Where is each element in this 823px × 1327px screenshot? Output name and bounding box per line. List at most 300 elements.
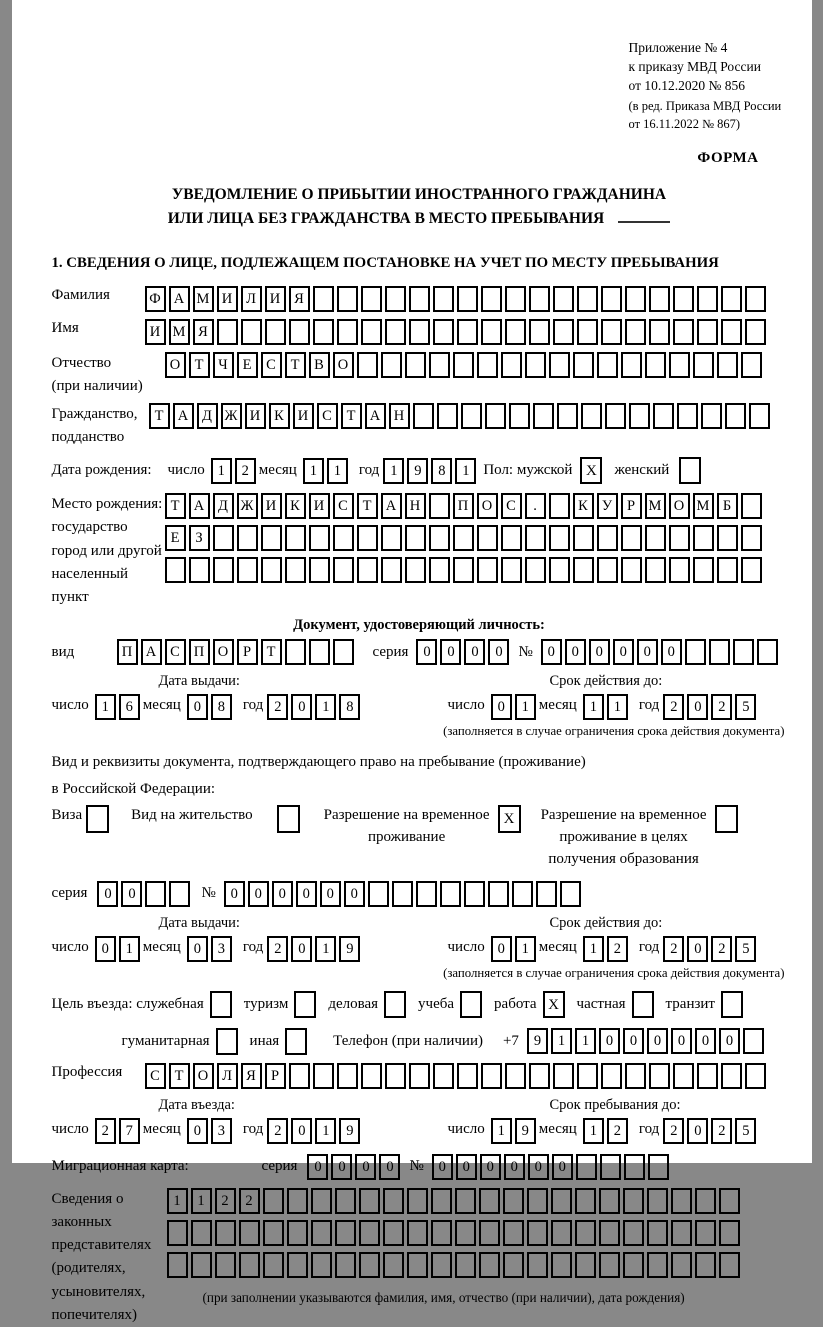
char-box[interactable]: Т	[189, 352, 210, 378]
char-box[interactable]	[719, 1252, 740, 1278]
char-box[interactable]	[549, 557, 570, 583]
char-box[interactable]	[285, 557, 306, 583]
char-box[interactable]	[440, 881, 461, 907]
char-box[interactable]	[695, 1220, 716, 1246]
char-box[interactable]	[503, 1188, 524, 1214]
char-box[interactable]: 1	[515, 936, 536, 962]
char-box[interactable]: 0	[541, 639, 562, 665]
citizenship-input[interactable]	[149, 403, 773, 429]
char-box[interactable]	[405, 525, 426, 551]
char-box[interactable]	[383, 1188, 404, 1214]
char-box[interactable]	[359, 1252, 380, 1278]
char-box[interactable]: 0	[464, 639, 485, 665]
char-box[interactable]	[479, 1252, 500, 1278]
stay-valid-month[interactable]	[583, 936, 631, 962]
char-box[interactable]	[361, 1063, 382, 1089]
char-box[interactable]	[337, 319, 358, 345]
char-box[interactable]: 0	[187, 694, 208, 720]
char-box[interactable]: 5	[735, 936, 756, 962]
char-box[interactable]	[671, 1220, 692, 1246]
entry-year[interactable]	[267, 1118, 363, 1144]
char-box[interactable]: С	[333, 493, 354, 519]
char-box[interactable]	[527, 1252, 548, 1278]
char-box[interactable]: 2	[95, 1118, 116, 1144]
char-box[interactable]	[488, 881, 509, 907]
stay-doc-seria-input[interactable]	[97, 881, 193, 907]
char-box[interactable]: О	[333, 352, 354, 378]
char-box[interactable]: Т	[341, 403, 362, 429]
char-box[interactable]: 2	[663, 1118, 684, 1144]
char-box[interactable]	[536, 881, 557, 907]
char-box[interactable]	[215, 1220, 236, 1246]
char-box[interactable]: А	[173, 403, 194, 429]
char-box[interactable]: 3	[211, 1118, 232, 1144]
char-box[interactable]	[501, 557, 522, 583]
char-box[interactable]	[239, 1220, 260, 1246]
char-box[interactable]	[551, 1220, 572, 1246]
char-box[interactable]	[479, 1220, 500, 1246]
char-box[interactable]	[313, 286, 334, 312]
char-box[interactable]: 1	[315, 1118, 336, 1144]
char-box[interactable]	[673, 286, 694, 312]
char-box[interactable]	[745, 286, 766, 312]
char-box[interactable]	[357, 557, 378, 583]
identity-issue-month[interactable]	[187, 694, 235, 720]
char-box[interactable]	[575, 1220, 596, 1246]
char-box[interactable]	[629, 403, 650, 429]
char-box[interactable]	[621, 352, 642, 378]
char-box[interactable]	[407, 1220, 428, 1246]
char-box[interactable]: 0	[488, 639, 509, 665]
char-box[interactable]	[525, 557, 546, 583]
char-box[interactable]	[560, 881, 581, 907]
char-box[interactable]	[673, 1063, 694, 1089]
char-box[interactable]	[625, 1063, 646, 1089]
purpose-work-checkbox[interactable]: X	[543, 991, 565, 1018]
char-box[interactable]	[309, 557, 330, 583]
char-box[interactable]	[601, 1063, 622, 1089]
char-box[interactable]: 2	[607, 936, 628, 962]
name-input[interactable]	[145, 319, 769, 345]
purpose-humanitarian-checkbox[interactable]	[216, 1028, 238, 1055]
char-box[interactable]: И	[145, 319, 166, 345]
stay-until-year[interactable]	[663, 1118, 759, 1144]
char-box[interactable]	[695, 1188, 716, 1214]
char-box[interactable]	[599, 1188, 620, 1214]
char-box[interactable]	[263, 1220, 284, 1246]
char-box[interactable]	[621, 557, 642, 583]
char-box[interactable]	[669, 557, 690, 583]
char-box[interactable]: 0	[491, 936, 512, 962]
char-box[interactable]	[529, 286, 550, 312]
identity-valid-day[interactable]	[491, 694, 539, 720]
char-box[interactable]	[261, 557, 282, 583]
char-box[interactable]	[381, 352, 402, 378]
birthplace-row1-input[interactable]	[165, 493, 765, 519]
char-box[interactable]: 0	[416, 639, 437, 665]
char-box[interactable]	[741, 352, 762, 378]
char-box[interactable]: Т	[149, 403, 170, 429]
char-box[interactable]	[213, 557, 234, 583]
char-box[interactable]	[625, 319, 646, 345]
char-box[interactable]: К	[269, 403, 290, 429]
char-box[interactable]	[575, 1252, 596, 1278]
char-box[interactable]	[757, 639, 778, 665]
char-box[interactable]	[477, 525, 498, 551]
char-box[interactable]	[549, 352, 570, 378]
char-box[interactable]	[335, 1220, 356, 1246]
char-box[interactable]	[433, 286, 454, 312]
char-box[interactable]: 1	[211, 458, 232, 484]
char-box[interactable]: Е	[165, 525, 186, 551]
char-box[interactable]	[237, 525, 258, 551]
char-box[interactable]	[217, 319, 238, 345]
char-box[interactable]	[553, 286, 574, 312]
char-box[interactable]: 0	[480, 1154, 501, 1180]
char-box[interactable]: 0	[307, 1154, 328, 1180]
char-box[interactable]: Д	[213, 493, 234, 519]
char-box[interactable]	[575, 1188, 596, 1214]
char-box[interactable]	[597, 525, 618, 551]
char-box[interactable]: 1	[191, 1188, 212, 1214]
char-box[interactable]: 1	[583, 1118, 604, 1144]
char-box[interactable]	[213, 525, 234, 551]
char-box[interactable]	[553, 319, 574, 345]
char-box[interactable]: 0	[565, 639, 586, 665]
char-box[interactable]	[429, 352, 450, 378]
char-box[interactable]	[481, 286, 502, 312]
char-box[interactable]	[647, 1220, 668, 1246]
identity-valid-year[interactable]	[663, 694, 759, 720]
char-box[interactable]: 1	[515, 694, 536, 720]
char-box[interactable]: 2	[711, 694, 732, 720]
char-box[interactable]: К	[285, 493, 306, 519]
char-box[interactable]	[745, 319, 766, 345]
char-box[interactable]: П	[189, 639, 210, 665]
char-box[interactable]	[431, 1188, 452, 1214]
char-box[interactable]	[695, 1252, 716, 1278]
phone-input[interactable]	[527, 1028, 767, 1054]
char-box[interactable]: Ч	[213, 352, 234, 378]
char-box[interactable]	[455, 1252, 476, 1278]
char-box[interactable]	[625, 286, 646, 312]
char-box[interactable]	[461, 403, 482, 429]
char-box[interactable]: М	[169, 319, 190, 345]
char-box[interactable]: 2	[607, 1118, 628, 1144]
char-box[interactable]	[533, 403, 554, 429]
char-box[interactable]	[437, 403, 458, 429]
stay-issue-month[interactable]	[187, 936, 235, 962]
char-box[interactable]: 0	[320, 881, 341, 907]
char-box[interactable]: 0	[671, 1028, 692, 1054]
sex-male-checkbox[interactable]: X	[580, 457, 602, 484]
char-box[interactable]	[333, 639, 354, 665]
surname-input[interactable]	[145, 286, 769, 312]
char-box[interactable]	[479, 1188, 500, 1214]
char-box[interactable]	[455, 1188, 476, 1214]
char-box[interactable]	[605, 403, 626, 429]
char-box[interactable]: 9	[515, 1118, 536, 1144]
char-box[interactable]: 2	[711, 936, 732, 962]
char-box[interactable]	[573, 525, 594, 551]
char-box[interactable]	[433, 1063, 454, 1089]
char-box[interactable]	[359, 1220, 380, 1246]
rvp-education-checkbox[interactable]	[715, 805, 738, 833]
char-box[interactable]	[745, 1063, 766, 1089]
char-box[interactable]	[359, 1188, 380, 1214]
char-box[interactable]	[191, 1220, 212, 1246]
char-box[interactable]: Л	[241, 286, 262, 312]
char-box[interactable]	[721, 286, 742, 312]
char-box[interactable]	[577, 1063, 598, 1089]
char-box[interactable]: М	[193, 286, 214, 312]
char-box[interactable]	[645, 525, 666, 551]
char-box[interactable]	[577, 319, 598, 345]
char-box[interactable]: И	[293, 403, 314, 429]
char-box[interactable]	[265, 319, 286, 345]
char-box[interactable]: 0	[379, 1154, 400, 1180]
char-box[interactable]: 3	[211, 936, 232, 962]
char-box[interactable]: Т	[285, 352, 306, 378]
char-box[interactable]	[527, 1220, 548, 1246]
char-box[interactable]	[431, 1252, 452, 1278]
char-box[interactable]	[623, 1252, 644, 1278]
char-box[interactable]: 9	[527, 1028, 548, 1054]
char-box[interactable]: 0	[719, 1028, 740, 1054]
birth-year-input[interactable]	[383, 458, 479, 484]
residence-permit-checkbox[interactable]	[277, 805, 300, 833]
char-box[interactable]	[549, 493, 570, 519]
char-box[interactable]: 2	[215, 1188, 236, 1214]
char-box[interactable]	[289, 1063, 310, 1089]
char-box[interactable]: 0	[687, 936, 708, 962]
char-box[interactable]	[697, 319, 718, 345]
char-box[interactable]	[505, 1063, 526, 1089]
char-box[interactable]: 0	[623, 1028, 644, 1054]
char-box[interactable]: И	[261, 493, 282, 519]
char-box[interactable]: О	[193, 1063, 214, 1089]
char-box[interactable]	[215, 1252, 236, 1278]
char-box[interactable]: Н	[405, 493, 426, 519]
char-box[interactable]	[701, 403, 722, 429]
identity-valid-month[interactable]	[583, 694, 631, 720]
char-box[interactable]: 0	[647, 1028, 668, 1054]
char-box[interactable]	[416, 881, 437, 907]
char-box[interactable]	[648, 1154, 669, 1180]
char-box[interactable]: 1	[119, 936, 140, 962]
char-box[interactable]: А	[381, 493, 402, 519]
char-box[interactable]: 1	[551, 1028, 572, 1054]
char-box[interactable]	[749, 403, 770, 429]
char-box[interactable]	[381, 557, 402, 583]
char-box[interactable]: З	[189, 525, 210, 551]
char-box[interactable]	[645, 557, 666, 583]
char-box[interactable]	[717, 352, 738, 378]
char-box[interactable]	[743, 1028, 764, 1054]
char-box[interactable]	[237, 557, 258, 583]
char-box[interactable]	[167, 1252, 188, 1278]
char-box[interactable]: Я	[289, 286, 310, 312]
char-box[interactable]	[477, 352, 498, 378]
char-box[interactable]: 5	[735, 1118, 756, 1144]
char-box[interactable]: 2	[267, 1118, 288, 1144]
char-box[interactable]	[311, 1220, 332, 1246]
patronymic-input[interactable]	[165, 352, 765, 378]
char-box[interactable]: 0	[695, 1028, 716, 1054]
char-box[interactable]	[693, 352, 714, 378]
char-box[interactable]	[677, 403, 698, 429]
char-box[interactable]: 1	[607, 694, 628, 720]
char-box[interactable]: 1	[95, 694, 116, 720]
char-box[interactable]	[481, 319, 502, 345]
rvp-checkbox[interactable]: X	[498, 805, 521, 833]
char-box[interactable]: Е	[237, 352, 258, 378]
char-box[interactable]: 8	[211, 694, 232, 720]
char-box[interactable]	[289, 319, 310, 345]
char-box[interactable]	[429, 493, 450, 519]
char-box[interactable]	[529, 319, 550, 345]
char-box[interactable]: 2	[235, 458, 256, 484]
char-box[interactable]	[503, 1220, 524, 1246]
char-box[interactable]: 0	[637, 639, 658, 665]
char-box[interactable]: 1	[327, 458, 348, 484]
char-box[interactable]: 0	[687, 694, 708, 720]
birth-day-input[interactable]	[211, 458, 259, 484]
char-box[interactable]	[464, 881, 485, 907]
char-box[interactable]	[649, 286, 670, 312]
char-box[interactable]: 5	[735, 694, 756, 720]
char-box[interactable]: Д	[197, 403, 218, 429]
char-box[interactable]: К	[573, 493, 594, 519]
char-box[interactable]	[697, 286, 718, 312]
char-box[interactable]: 1	[383, 458, 404, 484]
stay-until-day[interactable]	[491, 1118, 539, 1144]
char-box[interactable]	[719, 1188, 740, 1214]
char-box[interactable]: .	[525, 493, 546, 519]
char-box[interactable]	[573, 352, 594, 378]
char-box[interactable]: А	[169, 286, 190, 312]
char-box[interactable]: 1	[455, 458, 476, 484]
char-box[interactable]	[576, 1154, 597, 1180]
char-box[interactable]: 0	[613, 639, 634, 665]
char-box[interactable]: 0	[589, 639, 610, 665]
char-box[interactable]: Л	[217, 1063, 238, 1089]
char-box[interactable]	[597, 352, 618, 378]
char-box[interactable]: М	[693, 493, 714, 519]
char-box[interactable]	[361, 286, 382, 312]
char-box[interactable]	[719, 1220, 740, 1246]
char-box[interactable]	[335, 1188, 356, 1214]
char-box[interactable]	[645, 352, 666, 378]
char-box[interactable]: 0	[224, 881, 245, 907]
char-box[interactable]	[287, 1252, 308, 1278]
char-box[interactable]	[653, 403, 674, 429]
char-box[interactable]: 1	[315, 936, 336, 962]
char-box[interactable]	[313, 319, 334, 345]
char-box[interactable]: А	[141, 639, 162, 665]
char-box[interactable]: И	[245, 403, 266, 429]
identity-issue-day[interactable]	[95, 694, 143, 720]
char-box[interactable]	[721, 1063, 742, 1089]
char-box[interactable]	[285, 525, 306, 551]
char-box[interactable]: С	[261, 352, 282, 378]
char-box[interactable]	[385, 319, 406, 345]
char-box[interactable]: 2	[711, 1118, 732, 1144]
char-box[interactable]	[239, 1252, 260, 1278]
char-box[interactable]: В	[309, 352, 330, 378]
char-box[interactable]	[409, 319, 430, 345]
char-box[interactable]	[431, 1220, 452, 1246]
char-box[interactable]: Н	[389, 403, 410, 429]
char-box[interactable]: И	[309, 493, 330, 519]
representatives-row1-input[interactable]	[167, 1188, 743, 1214]
char-box[interactable]	[581, 403, 602, 429]
char-box[interactable]: 0	[491, 694, 512, 720]
char-box[interactable]	[145, 881, 166, 907]
char-box[interactable]: С	[165, 639, 186, 665]
char-box[interactable]	[551, 1188, 572, 1214]
char-box[interactable]: А	[365, 403, 386, 429]
char-box[interactable]	[407, 1188, 428, 1214]
doc-kind-input[interactable]	[117, 639, 357, 665]
char-box[interactable]: Т	[165, 493, 186, 519]
char-box[interactable]: О	[213, 639, 234, 665]
stay-until-month[interactable]	[583, 1118, 631, 1144]
char-box[interactable]	[503, 1252, 524, 1278]
char-box[interactable]: 0	[552, 1154, 573, 1180]
char-box[interactable]: 0	[291, 1118, 312, 1144]
char-box[interactable]: 0	[296, 881, 317, 907]
char-box[interactable]	[621, 525, 642, 551]
char-box[interactable]: 0	[248, 881, 269, 907]
char-box[interactable]	[601, 286, 622, 312]
char-box[interactable]	[309, 639, 330, 665]
char-box[interactable]	[741, 525, 762, 551]
char-box[interactable]	[368, 881, 389, 907]
stay-valid-day[interactable]	[491, 936, 539, 962]
char-box[interactable]	[191, 1252, 212, 1278]
char-box[interactable]	[671, 1252, 692, 1278]
char-box[interactable]: С	[317, 403, 338, 429]
char-box[interactable]	[741, 493, 762, 519]
char-box[interactable]: 8	[339, 694, 360, 720]
char-box[interactable]	[337, 286, 358, 312]
char-box[interactable]	[529, 1063, 550, 1089]
char-box[interactable]	[673, 319, 694, 345]
char-box[interactable]	[485, 403, 506, 429]
char-box[interactable]	[693, 525, 714, 551]
char-box[interactable]: 0	[599, 1028, 620, 1054]
birthplace-row2-input[interactable]	[165, 525, 765, 551]
char-box[interactable]: 9	[339, 1118, 360, 1144]
char-box[interactable]	[313, 1063, 334, 1089]
purpose-service-checkbox[interactable]	[210, 991, 232, 1018]
char-box[interactable]: 9	[407, 458, 428, 484]
doc-seria-input[interactable]	[416, 639, 512, 665]
char-box[interactable]: У	[597, 493, 618, 519]
char-box[interactable]	[169, 881, 190, 907]
char-box[interactable]	[505, 286, 526, 312]
char-box[interactable]	[551, 1252, 572, 1278]
char-box[interactable]	[167, 1220, 188, 1246]
char-box[interactable]	[525, 525, 546, 551]
stay-issue-year[interactable]	[267, 936, 363, 962]
char-box[interactable]: 6	[119, 694, 140, 720]
char-box[interactable]	[457, 1063, 478, 1089]
char-box[interactable]: 2	[267, 694, 288, 720]
char-box[interactable]	[457, 319, 478, 345]
char-box[interactable]: 0	[291, 936, 312, 962]
